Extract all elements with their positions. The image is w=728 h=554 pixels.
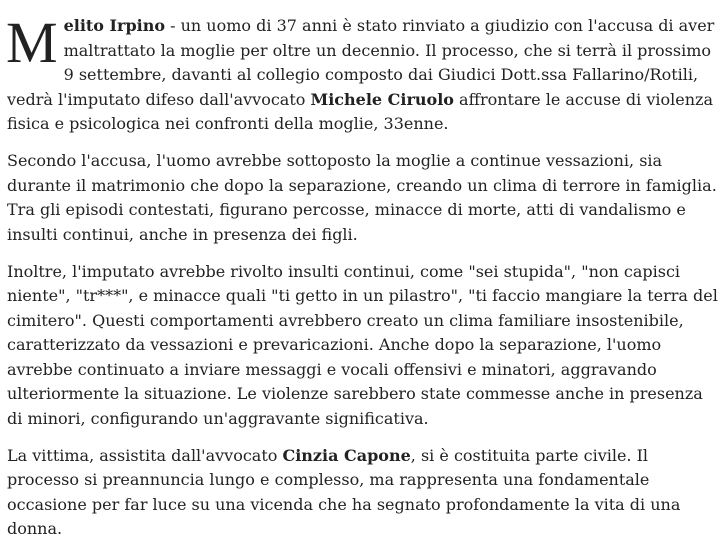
paragraph-text: - un uomo di 37 anni è stato rinviato a giudizio con l'accusa di aver maltrattato la moglie per oltre un decennio. Il processo, che si terrà il prossimo 9 settembre, davanti al collegio composto dai Giudici Dott.ssa Fallarino/Rotili, vedrà l'imputato difeso dall'avvocato: [7, 16, 715, 109]
place-name: elito Irpino: [63, 16, 166, 35]
paragraph-text: affrontare le accuse di violenza fisica e psicologica nei confronti della moglie, 33enne.: [7, 89, 713, 133]
article-body: [6, 10, 721, 554]
paragraph-text: , si è costituita parte civile. Il processo si preannuncia lungo e complesso, ma rappresenta una fondamentale occasione per far luce su una vicenda che ha segnato profondamente la vita di una donna.: [7, 445, 681, 538]
paragraph-intro: [6, 10, 721, 137]
paragraph-insults: Inoltre, l'imputato avrebbe rivolto insulti continui, come "sei stupida", "non capisci niente", "tr***", e minacce quali "ti getto in un pilastro", "ti faccio mangiare la terra del cimitero". Questi comportamenti avrebbero creato un clima familiare insostenibile, caratterizzato da vessazioni e prevaricazioni. Anche dopo la separazione, l'uomo avrebbe continuato a inviare messaggi e vocali offensivi e minatori, aggravando ulteriormente la situazione. Le violenze sarebbero state commesse anche in presenza di minori, configurando un'aggravante significativa.: [7, 261, 718, 428]
paragraph-accusation: Secondo l'accusa, l'uomo avrebbe sottoposto la moglie a continue vessazioni, sia durante il matrimonio che dopo la separazione, creando un clima di terrore in famiglia. Tra gli episodi contestati, figurano percosse, minacce di morte, atti di vandalismo e insulti continui, anche in presenza dei figli.: [7, 151, 717, 244]
defense-lawyer-name: Michele Ciruolo: [310, 89, 454, 109]
paragraph-text: La vittima, assistita dall'avvocato: [7, 445, 283, 465]
drop-cap: M: [6, 10, 58, 75]
victim-lawyer-name: Cinzia Capone: [282, 445, 411, 465]
paragraph-victim: [7, 444, 721, 542]
